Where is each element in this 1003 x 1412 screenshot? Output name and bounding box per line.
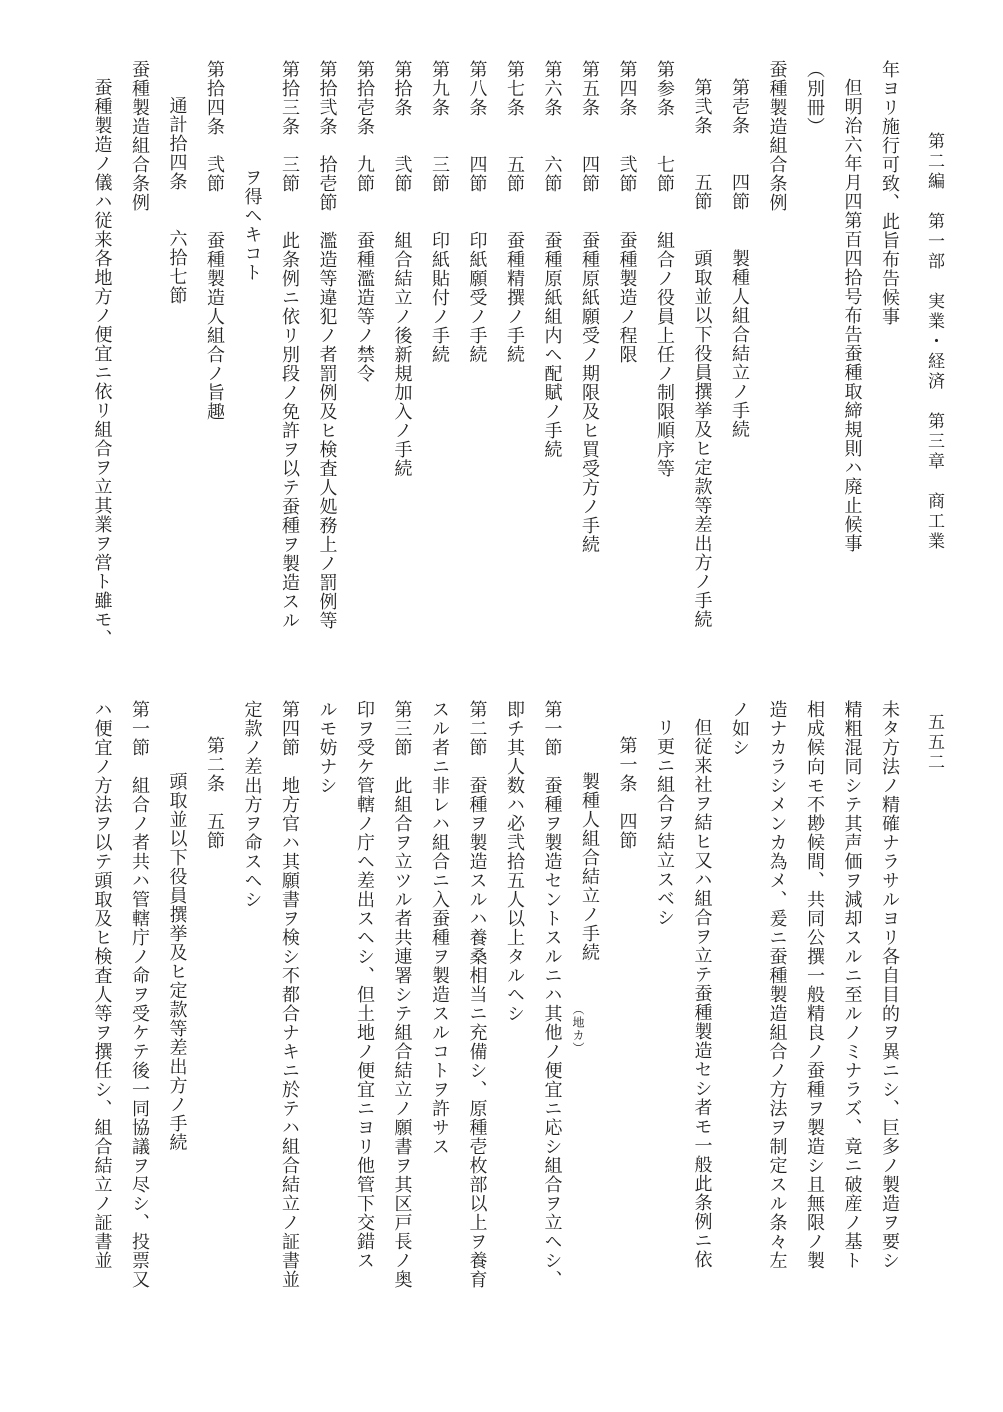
text-column: 通計拾四条 六拾七節 — [166, 96, 188, 305]
text-column: 第五条 四節 蚕種原紙願受ノ期限及ヒ買受方ノ手続 — [579, 60, 600, 554]
text-column: 蚕種製造組合条例 — [129, 60, 150, 212]
text-column: （別冊） — [804, 60, 825, 136]
text-column: 第拾壱条 九節 蚕種濫造等ノ禁令 — [354, 60, 375, 383]
text-column: 第九条 三節 印紙貼付ノ手続 — [429, 60, 450, 364]
text-column: 第六条 六節 蚕種原紙組内ヘ配賦ノ手続 — [541, 60, 563, 459]
text-column: 第拾四条 弐節 蚕種製造人組合ノ旨趣 — [204, 60, 225, 421]
text-column: 第拾条 弐節 組合結立ノ後新規加入ノ手続 — [391, 60, 413, 478]
text-column: ハ便宜ノ方法ヲ以テ頭取及ヒ検査人等ヲ撰任シ、組合結立ノ証書並 — [91, 700, 113, 1270]
text-column: 精粗混同シテ其声価ヲ減却スルニ至ルノミナラズ、竟ニ破産ノ基ト — [841, 700, 863, 1270]
lower-text-block — [0, 700, 1003, 1320]
text-column: 蚕種製造組合条例 — [766, 60, 788, 212]
text-column: 第三節 此組合ヲ立ツル者共連署シテ組合結立ノ願書ヲ其区戸長ノ奥 — [391, 700, 413, 1289]
text-column: 第四条 弐節 蚕種製造ノ程限 — [616, 60, 638, 364]
text-column: 蚕種製造ノ儀ハ従来各地方ノ便宜ニ依リ組合ヲ立其業ヲ営ト雖モ、 — [91, 78, 113, 648]
text-column: 第二条 五節 — [204, 736, 225, 850]
text-column: 未タ方法ノ精確ナラサルヨリ各自目的ヲ異ニシ、巨多ノ製造ヲ要シ — [879, 700, 900, 1270]
text-column: 第一条 四節 — [616, 736, 638, 850]
text-column: 第八条 四節 印紙願受ノ手続 — [466, 60, 488, 364]
text-column: 頭取並以下役員撰挙及ヒ定款等差出方ノ手続 — [166, 772, 188, 1152]
running-header: 第二編 第一部 実業・経済 第三章 商工業 — [924, 132, 944, 552]
text-column: 第七条 五節 蚕種精撰ノ手続 — [504, 60, 525, 364]
text-column: 第四節 地方官ハ其願書ヲ検シ不都合ナキニ於テハ組合結立ノ証書並 — [279, 700, 300, 1289]
text-column: リ更ニ組合ヲ結立スベシ — [654, 718, 675, 927]
text-column: 造ナカラシメンカ為メ、爰ニ蚕種製造組合ノ方法ヲ制定スル条々左 — [766, 700, 788, 1270]
text-column: 第二節 蚕種ヲ製造スルハ養桑相当ニ充備シ、原種壱枚部以上ヲ養育 — [466, 700, 488, 1289]
text-column: 即チ其人数ハ必弐拾五人以上タルヘシ — [504, 700, 525, 1023]
page-number: 五五二 — [924, 713, 944, 773]
text-column: 定款ノ差出方ヲ命スヘシ — [241, 700, 263, 909]
upper-text-block — [0, 60, 1003, 680]
text-column: 但従来社ヲ結ヒ又ハ組合ヲ立テ蚕種製造セシ者モ一般此条例ニ依 — [691, 718, 713, 1269]
text-column: 第拾三条 三節 此条例ニ依リ別段ノ免許ヲ以テ蚕種ヲ製造スル — [279, 60, 300, 630]
text-column: 第一節 蚕種ヲ製造セントスルニハ其他ノ便宜ニ応シ組合ヲ立ヘシ、 — [541, 700, 563, 1289]
text-column: 第参条 七節 組合ノ役員上任ノ制限順序等 — [654, 60, 675, 478]
ruby-annotation: （地カ） — [571, 1003, 585, 1055]
text-column: ルモ妨ナシ — [316, 700, 338, 795]
text-column: ヲ得ヘキコト — [241, 168, 263, 282]
text-column: 相成候向モ不尠候間、共同公撰一般精良ノ蚕種ヲ製造シ且無限ノ製 — [804, 700, 825, 1270]
text-column: ノ如シ — [729, 700, 750, 757]
text-column: 印ヲ受ケ管轄ノ庁ヘ差出スヘシ、但土地ノ便宜ニヨリ他管下交錯ス — [354, 700, 375, 1270]
text-column: 第一節 組合ノ者共ハ管轄庁ノ命ヲ受ケテ後一同協議ヲ尽シ、投票又 — [129, 700, 150, 1289]
text-column: 製種人組合結立ノ手続 — [579, 772, 600, 962]
text-column: 年ヨリ施行可致、此旨布告候事 — [879, 60, 900, 326]
text-column: 第拾弐条 拾壱節 濫造等違犯ノ者罰例及ヒ検査人処務上ノ罰例等 — [316, 60, 338, 630]
text-column: 第壱条 四節 製種人組合結立ノ手続 — [729, 78, 750, 439]
text-column: 第弐条 五節 頭取並以下役員撰挙及ヒ定款等差出方ノ手続 — [691, 78, 713, 629]
text-column: スル者ニ非レハ組合ニ入蚕種ヲ製造スルコトヲ許サス — [429, 700, 450, 1156]
text-column: 但明治六年月四第百四拾号布告蚕種取締規則ハ廃止候事 — [841, 78, 863, 553]
